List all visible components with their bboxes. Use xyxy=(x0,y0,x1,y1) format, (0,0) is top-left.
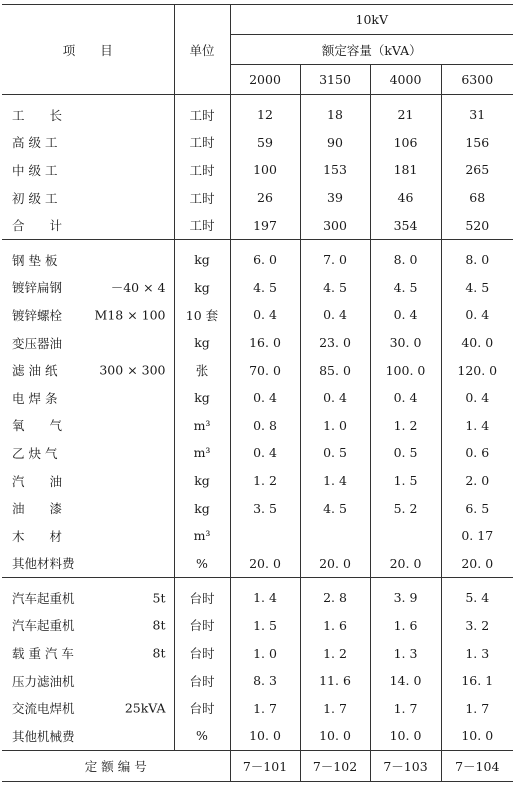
item-name: 氧 气 xyxy=(12,418,63,434)
value-cell: 23. 0 xyxy=(300,329,370,357)
table-row xyxy=(2,639,513,667)
value-cell: 0. 17 xyxy=(461,528,494,544)
item-name-cell xyxy=(2,522,174,550)
value-cell: 0. 4 xyxy=(300,384,370,412)
quota-table xyxy=(2,4,513,782)
value-cell: 1. 5 xyxy=(370,467,441,495)
unit-cell: 台时 xyxy=(174,694,230,722)
value-cell: 10. 0 xyxy=(370,722,441,750)
value-cell: 520 xyxy=(465,217,490,233)
item-spec: －40 × 4 xyxy=(110,280,166,296)
table-row xyxy=(2,129,513,157)
item-name-cell xyxy=(2,412,174,440)
capacity-col-header: 6300 xyxy=(441,65,513,95)
value-cell: 5. 4 xyxy=(441,578,513,612)
value-cell: 0. 6 xyxy=(465,445,490,461)
table-row xyxy=(2,522,513,550)
value-cell: 265 xyxy=(465,162,490,178)
value-cell: 0. 4 xyxy=(230,301,300,329)
value-cell: 0. 4 xyxy=(300,301,370,329)
value-cell: 8. 0 xyxy=(370,239,441,273)
item-name: 初 级 工 xyxy=(12,190,58,206)
item-name: 汽车起重机 xyxy=(12,590,75,606)
unit-cell: 台时 xyxy=(174,578,230,612)
unit-cell: m³ xyxy=(174,522,230,550)
item-name-cell xyxy=(2,156,174,184)
value-cell: 90 xyxy=(300,129,370,157)
value-cell: 100. 0 xyxy=(370,356,441,384)
table-row xyxy=(2,184,513,212)
unit-cell: kg xyxy=(174,494,230,522)
item-name-cell xyxy=(2,329,174,357)
value-cell xyxy=(300,522,370,550)
table-row xyxy=(2,578,513,612)
item-name-cell xyxy=(2,301,174,329)
value-cell: 46 xyxy=(370,184,441,212)
value-cell: 59 xyxy=(230,129,300,157)
table-row xyxy=(2,95,513,129)
value-cell: 10. 0 xyxy=(300,722,370,750)
item-name: 电 焊 条 xyxy=(12,390,58,406)
value-cell: 354 xyxy=(370,211,441,239)
value-cell: 0. 4 xyxy=(465,390,490,406)
value-cell: 4. 5 xyxy=(230,274,300,302)
value-cell: 0. 4 xyxy=(370,301,441,329)
value-cell: 197 xyxy=(230,211,300,239)
value-cell: 0. 5 xyxy=(370,439,441,467)
item-name: 合 计 xyxy=(12,218,63,234)
item-name: 变压器油 xyxy=(12,335,63,351)
value-cell: 16. 0 xyxy=(230,329,300,357)
value-cell: 20. 0 xyxy=(461,555,494,571)
value-cell: 10. 0 xyxy=(230,722,300,750)
unit-cell: 10 套 xyxy=(174,301,230,329)
value-cell: 3. 2 xyxy=(465,617,490,633)
item-name-cell xyxy=(2,384,174,412)
table-row xyxy=(2,439,513,467)
table-row xyxy=(2,550,513,578)
value-cell: 1. 4 xyxy=(465,417,490,433)
table-row xyxy=(2,239,513,273)
unit-cell: kg xyxy=(174,467,230,495)
unit-cell: kg xyxy=(174,239,230,273)
value-cell: 181 xyxy=(370,156,441,184)
unit-cell: 台时 xyxy=(174,612,230,640)
item-name-cell xyxy=(2,550,174,578)
value-cell: 1. 6 xyxy=(370,612,441,640)
item-spec: 5t xyxy=(152,590,166,606)
item-name: 汽车起重机 xyxy=(12,618,75,634)
item-name-cell xyxy=(2,211,174,239)
item-name-cell xyxy=(2,274,174,302)
item-name: 其他机械费 xyxy=(12,728,75,744)
value-cell: 1. 0 xyxy=(230,639,300,667)
value-cell: 39 xyxy=(300,184,370,212)
table-row xyxy=(2,384,513,412)
value-cell: 18 xyxy=(300,95,370,129)
value-cell: 8. 3 xyxy=(230,667,300,695)
capacity-col-header: 3150 xyxy=(300,65,370,95)
value-cell: 153 xyxy=(300,156,370,184)
item-spec: 300 × 300 xyxy=(99,362,166,378)
item-name-cell xyxy=(2,639,174,667)
value-cell: 6. 0 xyxy=(230,239,300,273)
value-cell: 120. 0 xyxy=(457,362,498,378)
item-name: 压力滤油机 xyxy=(12,673,75,689)
item-name-cell xyxy=(2,722,174,750)
value-cell: 2. 8 xyxy=(300,578,370,612)
value-cell: 26 xyxy=(230,184,300,212)
quota-code: 7－103 xyxy=(370,750,441,781)
item-name: 乙 炔 气 xyxy=(12,445,58,461)
item-header: 项 目 xyxy=(2,5,174,95)
value-cell: 40. 0 xyxy=(461,335,494,351)
unit-cell: kg xyxy=(174,329,230,357)
item-name: 滤 油 纸 xyxy=(12,363,58,379)
item-name: 交流电焊机 xyxy=(12,701,75,717)
value-cell: 1. 2 xyxy=(300,639,370,667)
value-cell: 10. 0 xyxy=(461,728,494,744)
item-name-cell xyxy=(2,667,174,695)
item-spec: 8t xyxy=(152,645,166,661)
item-name: 镀锌螺栓 xyxy=(12,307,63,323)
value-cell: 7. 0 xyxy=(300,239,370,273)
value-cell: 106 xyxy=(370,129,441,157)
value-cell: 70. 0 xyxy=(230,356,300,384)
item-name-cell xyxy=(2,239,174,273)
table-row xyxy=(2,211,513,239)
unit-cell: kg xyxy=(174,274,230,302)
item-name: 木 材 xyxy=(12,528,63,544)
unit-cell: % xyxy=(174,550,230,578)
value-cell: 1. 6 xyxy=(300,612,370,640)
value-cell: 1. 0 xyxy=(300,412,370,440)
quota-code: 7－102 xyxy=(300,750,370,781)
value-cell: 0. 4 xyxy=(465,307,490,323)
unit-cell: 工时 xyxy=(174,95,230,129)
value-cell: 20. 0 xyxy=(230,550,300,578)
value-cell xyxy=(370,522,441,550)
unit-cell: m³ xyxy=(174,439,230,467)
capacity-header: 额定容量（kVA） xyxy=(230,35,513,65)
unit-cell: m³ xyxy=(174,412,230,440)
unit-cell: 工时 xyxy=(174,184,230,212)
value-cell: 31 xyxy=(469,107,486,123)
table-row xyxy=(2,494,513,522)
value-cell: 0. 4 xyxy=(230,384,300,412)
item-name-cell xyxy=(2,578,174,612)
item-name: 高 级 工 xyxy=(12,135,58,151)
value-cell: 100 xyxy=(230,156,300,184)
item-spec: 8t xyxy=(152,617,166,633)
item-name: 汽 油 xyxy=(12,473,63,489)
item-name-cell xyxy=(2,129,174,157)
value-cell: 1. 2 xyxy=(370,412,441,440)
value-cell: 1. 3 xyxy=(465,645,490,661)
item-name: 中 级 工 xyxy=(12,162,58,178)
value-cell: 1. 4 xyxy=(230,578,300,612)
value-cell: 6. 5 xyxy=(465,500,490,516)
item-name: 其他材料费 xyxy=(12,556,75,572)
unit-cell: kg xyxy=(174,384,230,412)
value-cell: 20. 0 xyxy=(370,550,441,578)
quota-number-label: 定 额 编 号 xyxy=(2,750,230,781)
quota-code: 7－101 xyxy=(230,750,300,781)
unit-header: 单位 xyxy=(174,5,230,95)
footer-row xyxy=(2,750,513,781)
table-row xyxy=(2,467,513,495)
capacity-col-header: 2000 xyxy=(230,65,300,95)
unit-cell: 工时 xyxy=(174,156,230,184)
item-name: 工 长 xyxy=(12,107,63,123)
value-cell: 156 xyxy=(465,134,490,150)
table-row xyxy=(2,412,513,440)
value-cell: 0. 4 xyxy=(230,439,300,467)
table-row xyxy=(2,694,513,722)
item-name-cell xyxy=(2,356,174,384)
value-cell: 0. 4 xyxy=(370,384,441,412)
value-cell: 4. 5 xyxy=(465,279,490,295)
value-cell: 2. 0 xyxy=(465,473,490,489)
table-row xyxy=(2,329,513,357)
table-row xyxy=(2,612,513,640)
value-cell: 5. 2 xyxy=(370,494,441,522)
unit-cell: 工时 xyxy=(174,211,230,239)
value-cell: 4. 5 xyxy=(370,274,441,302)
unit-cell: 台时 xyxy=(174,667,230,695)
value-cell: 1. 7 xyxy=(370,694,441,722)
item-name: 载 重 汽 车 xyxy=(12,646,74,662)
value-cell: 12 xyxy=(230,95,300,129)
value-cell: 11. 6 xyxy=(300,667,370,695)
value-cell xyxy=(230,522,300,550)
value-cell: 68 xyxy=(469,190,486,206)
table-row xyxy=(2,356,513,384)
item-name: 镀锌扁钢 xyxy=(12,280,63,296)
item-name: 油 漆 xyxy=(12,501,63,517)
item-name-cell xyxy=(2,694,174,722)
value-cell: 300 xyxy=(300,211,370,239)
item-name-cell xyxy=(2,439,174,467)
header-row-voltage xyxy=(2,5,513,35)
table-row xyxy=(2,667,513,695)
value-cell: 1. 7 xyxy=(230,694,300,722)
value-cell: 1. 4 xyxy=(300,467,370,495)
value-cell: 14. 0 xyxy=(370,667,441,695)
item-name-cell xyxy=(2,467,174,495)
value-cell: 21 xyxy=(370,95,441,129)
value-cell: 1. 7 xyxy=(300,694,370,722)
item-name-cell xyxy=(2,612,174,640)
table-row xyxy=(2,722,513,750)
value-cell: 1. 5 xyxy=(230,612,300,640)
value-cell: 20. 0 xyxy=(300,550,370,578)
item-name-cell xyxy=(2,494,174,522)
value-cell: 3. 9 xyxy=(370,578,441,612)
unit-cell: % xyxy=(174,722,230,750)
value-cell: 30. 0 xyxy=(370,329,441,357)
unit-cell: 张 xyxy=(174,356,230,384)
quota-code: 7－104 xyxy=(441,750,513,781)
table-row xyxy=(2,274,513,302)
value-cell: 1. 2 xyxy=(230,467,300,495)
voltage-header: 10kV xyxy=(230,5,513,35)
value-cell: 85. 0 xyxy=(300,356,370,384)
capacity-col-header: 4000 xyxy=(370,65,441,95)
value-cell: 4. 5 xyxy=(300,494,370,522)
value-cell: 16. 1 xyxy=(461,673,494,689)
table-row xyxy=(2,301,513,329)
value-cell: 0. 5 xyxy=(300,439,370,467)
value-cell: 1. 7 xyxy=(465,700,490,716)
value-cell: 3. 5 xyxy=(230,494,300,522)
table-row xyxy=(2,156,513,184)
item-name: 钢 垫 板 xyxy=(12,252,58,268)
value-cell: 4. 5 xyxy=(300,274,370,302)
value-cell: 1. 3 xyxy=(370,639,441,667)
item-spec: 25kVA xyxy=(124,700,166,716)
unit-cell: 台时 xyxy=(174,639,230,667)
item-name-cell xyxy=(2,184,174,212)
value-cell: 8. 0 xyxy=(441,239,513,273)
value-cell: 0. 8 xyxy=(230,412,300,440)
item-spec: M18 × 100 xyxy=(94,307,166,323)
unit-cell: 工时 xyxy=(174,129,230,157)
item-name-cell xyxy=(2,95,174,129)
